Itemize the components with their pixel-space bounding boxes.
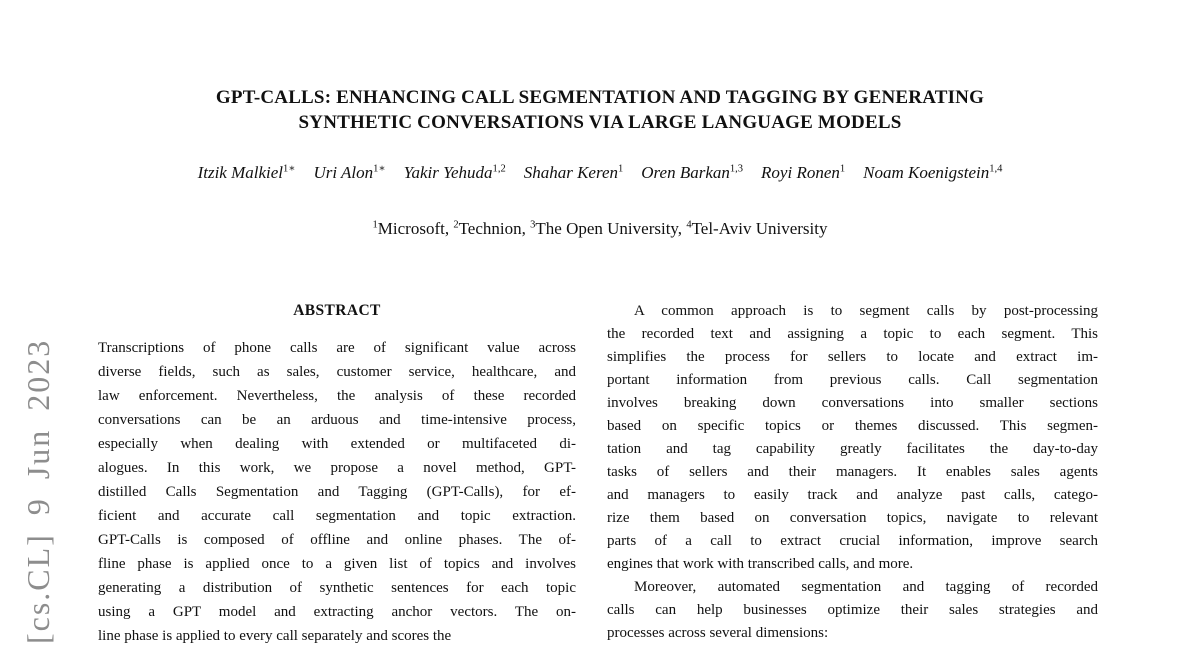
intro-paragraph-1 xyxy=(607,300,1098,576)
abstract-text xyxy=(98,336,576,648)
paper-title-line-1: GPT-CALLS: ENHANCING CALL SEGMENTATION AND TAGGING BY GENERATING xyxy=(215,87,985,108)
text-line: conversations can be an arduous and time-intensive process, xyxy=(98,412,576,428)
affiliation: $^3$The Open University, xyxy=(530,219,687,238)
author-name: Oren Barkan$^{1,3}$ xyxy=(641,163,744,182)
text-line: the recorded text and assigning a topic to each segment. This xyxy=(607,326,1098,342)
text-line: tasks of sellers and their managers. It enables sales agents xyxy=(607,464,1098,480)
text-line: ficient and accurate call segmentation and topic extraction. xyxy=(98,508,576,524)
left-column xyxy=(98,298,576,648)
text-line: alogues. In this work, we propose a novel method, GPT- xyxy=(98,460,576,476)
text-line: involves breaking down conversations into smaller sections xyxy=(607,395,1098,411)
text-line: based on specific topics or themes discussed. This segmen- xyxy=(607,418,1098,434)
text-line: line phase is applied to every call separately and scores the xyxy=(98,628,452,644)
text-line: Moreover, automated segmentation and tagging of recorded xyxy=(634,579,1098,595)
text-line: especially when dealing with extended or multifaceted di- xyxy=(98,436,576,452)
paper-title xyxy=(0,85,1200,135)
author-name: Shahar Keren$^1$ xyxy=(523,163,624,182)
text-line: parts of a call to extract crucial information, improve search xyxy=(607,533,1098,549)
text-line: Transcriptions of phone calls are of significant value across xyxy=(98,340,576,356)
text-line: using a GPT model and extracting anchor vectors. The on- xyxy=(98,604,576,620)
authors-line xyxy=(0,163,1200,183)
text-line: simplifies the process for sellers to locate and extract im- xyxy=(607,349,1098,365)
right-column xyxy=(607,300,1098,645)
arxiv-stamp-text: [cs.CL] 9 Jun 2023 xyxy=(20,338,56,644)
text-line: portant information from previous calls. Call segmentation xyxy=(607,372,1098,388)
affiliation: $^1$Microsoft, xyxy=(372,219,454,238)
text-line: processes across several dimensions: xyxy=(607,625,829,641)
abstract-heading: ABSTRACT xyxy=(293,302,381,319)
author-name: Yakir Yehuda$^{1,2}$ xyxy=(403,163,506,182)
text-line: rize them based on conversation topics, navigate to relevant xyxy=(607,510,1098,526)
text-line: generating a distribution of synthetic sentences for each topic xyxy=(98,580,576,596)
text-line: calls can help businesses optimize their sales strategies and xyxy=(607,602,1098,618)
text-line: and managers to easily track and analyze past calls, catego- xyxy=(607,487,1098,503)
arxiv-stamp xyxy=(20,306,68,644)
affiliation: $^2$Technion, xyxy=(453,219,531,238)
text-line: engines that work with transcribed calls, and more. xyxy=(607,556,914,572)
text-line: A common approach is to segment calls by post-processing xyxy=(634,303,1098,319)
text-line: fline phase is applied once to a given list of topics and involves xyxy=(98,556,576,572)
author-name: Royi Ronen$^1$ xyxy=(761,163,846,182)
affiliations-line xyxy=(0,219,1200,239)
text-line: GPT-Calls is composed of offline and online phases. The of- xyxy=(98,532,576,548)
text-line: diverse fields, such as sales, customer service, healthcare, and xyxy=(98,364,576,380)
author-name: Uri Alon$^{1∗}$ xyxy=(313,163,386,182)
author-name: Itzik Malkiel$^{1∗}$ xyxy=(197,163,296,182)
text-line: tation and tag capability greatly facilitates the day-to-day xyxy=(607,441,1098,457)
text-line: distilled Calls Segmentation and Tagging (GPT-Calls), for ef- xyxy=(98,484,576,500)
affiliation: $^4$Tel-Aviv University xyxy=(686,219,828,238)
author-name: Noam Koenigstein$^{1,4}$ xyxy=(863,163,1003,182)
paper-title-line-2: SYNTHETIC CONVERSATIONS VIA LARGE LANGUAGE MODELS xyxy=(298,112,902,133)
text-line: law enforcement. Nevertheless, the analysis of these recorded xyxy=(98,388,576,404)
intro-paragraph-2 xyxy=(607,576,1098,645)
